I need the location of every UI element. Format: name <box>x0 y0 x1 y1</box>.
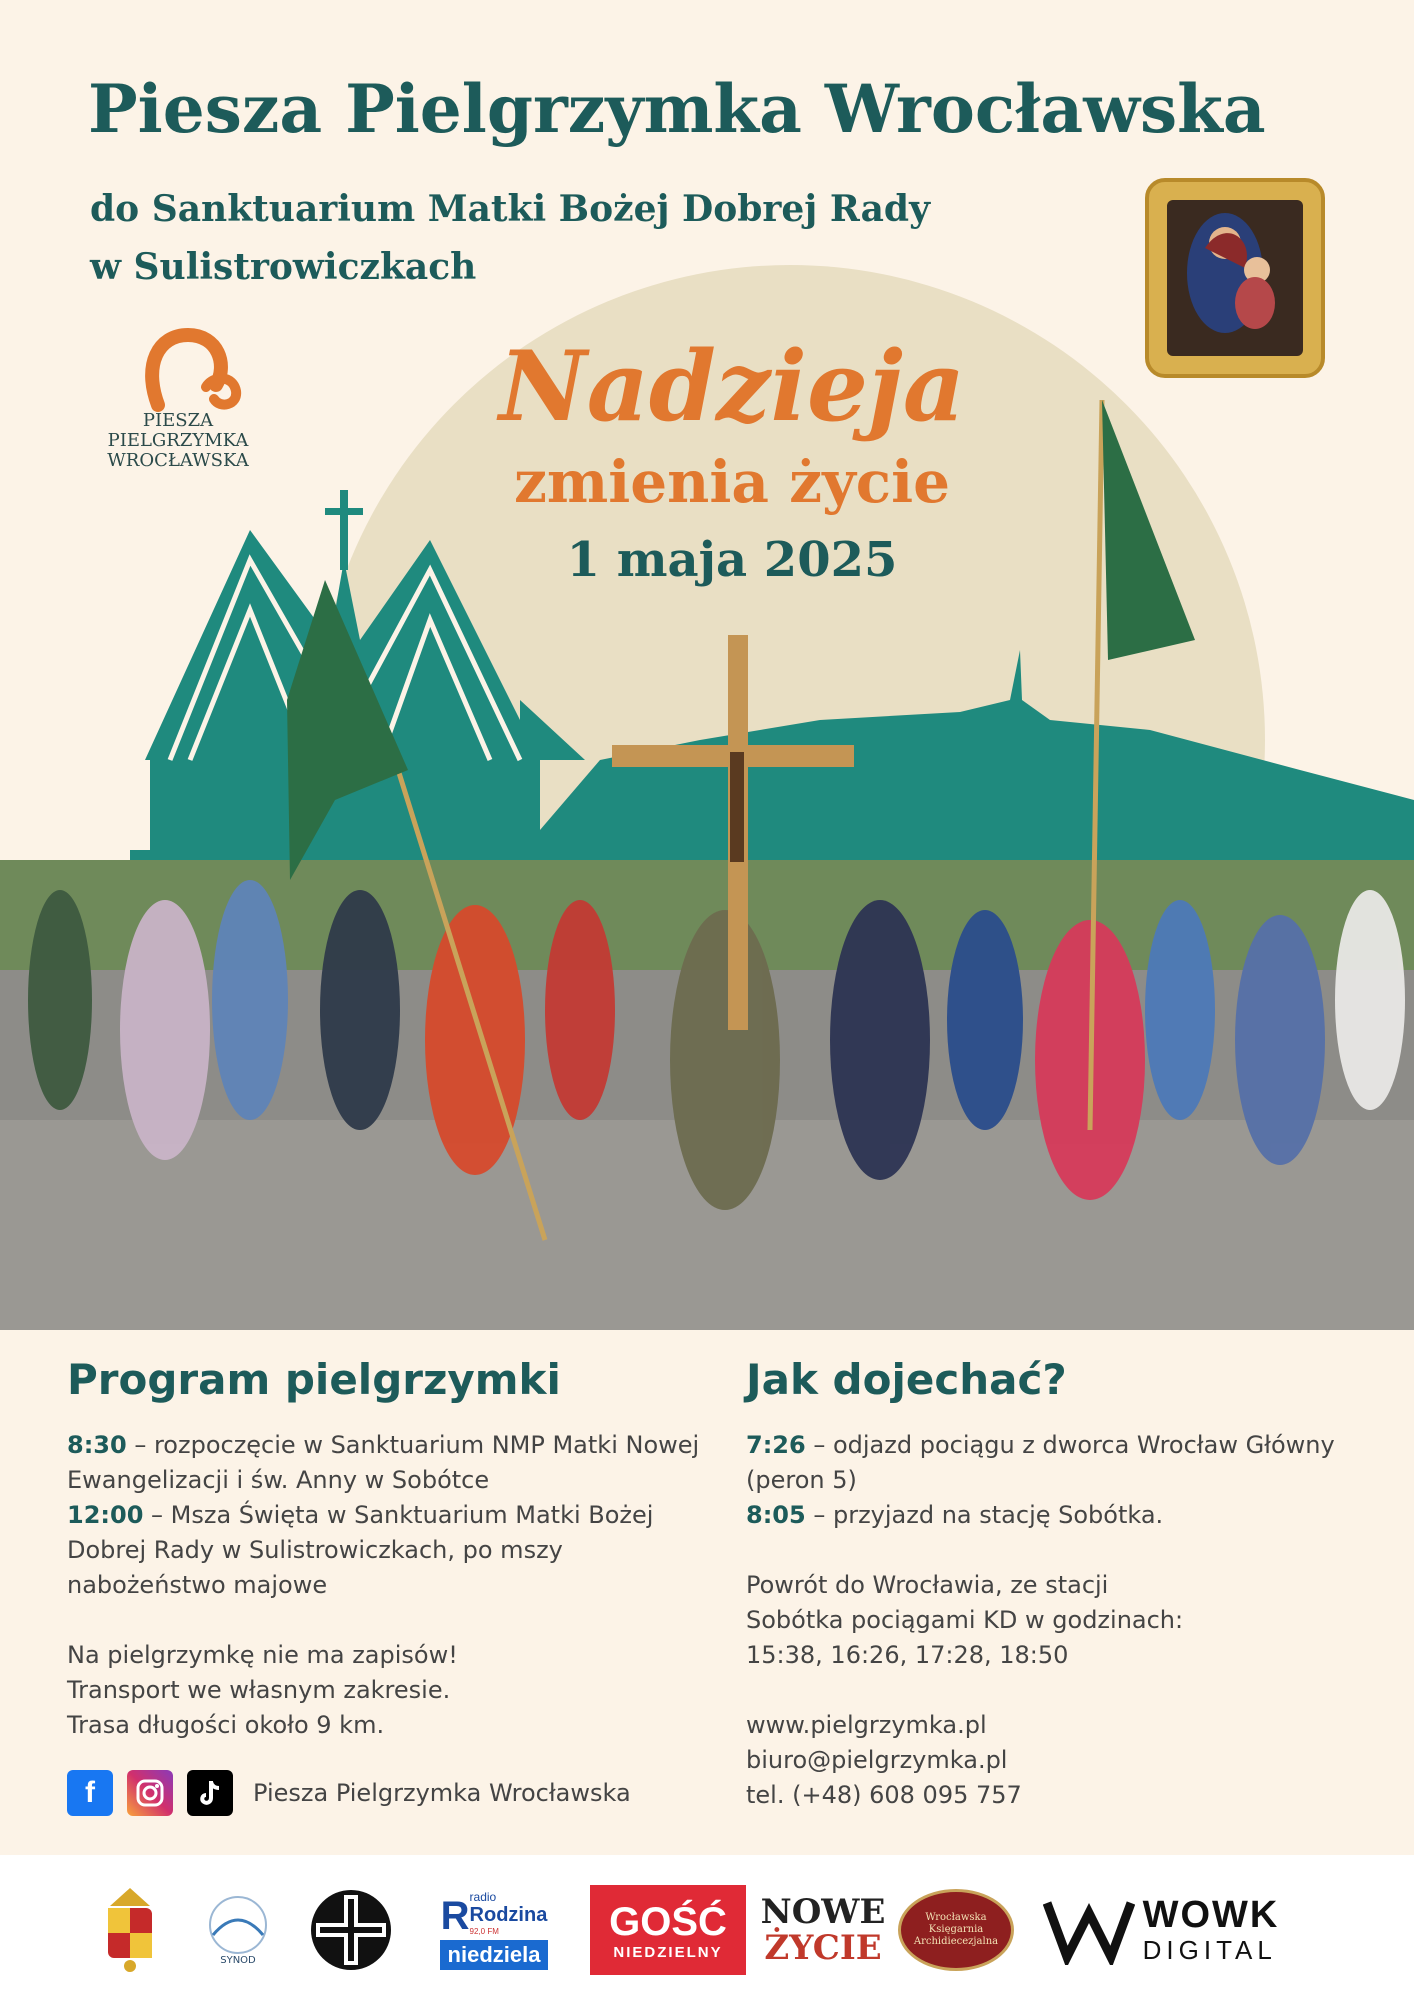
social-links <box>67 1770 631 1816</box>
radio-name-label: Rodzina <box>469 1904 548 1926</box>
archdiocese-coat-of-arms <box>98 1885 162 1975</box>
crucifix-figure <box>730 752 744 862</box>
nowe-line-2: ŻYCIE <box>764 1928 882 1968</box>
program-section <box>67 1350 707 1743</box>
travel-heading: Jak dojechać? <box>746 1355 1067 1404</box>
logo-line-2: PIELGRZYMKA <box>107 430 249 451</box>
program-item-2-time: 12:00 <box>67 1501 144 1529</box>
poster-title: Piesza Pielgrzymka Wrocławska <box>88 70 1266 148</box>
logo-line-1: PIESZA <box>142 410 214 431</box>
program-heading: Program pielgrzymki <box>67 1355 561 1404</box>
radio-rodzina-niedziela-logo <box>418 1885 570 1975</box>
website-link[interactable]: www.pielgrzymka.pl <box>746 1711 987 1739</box>
logo-line-3: WROCŁAWSKA <box>107 450 249 471</box>
synod-icon <box>193 1895 283 1955</box>
event-date: 1 maja 2025 <box>566 532 898 588</box>
nowe-zycie-logo <box>760 1885 886 1975</box>
ksiegarnia-label: Wrocławska Księgarnia Archidiecezjalna <box>898 1889 1014 1971</box>
radio-top-label: radio <box>469 1890 497 1904</box>
coat-of-arms-icon <box>100 1886 160 1974</box>
wowk-line-2: DIGITAL <box>1142 1934 1277 1965</box>
return-line-1: Powrót do Wrocławia, ze stacji <box>746 1571 1109 1599</box>
social-label: Piesza Pielgrzymka Wrocławska <box>253 1779 631 1807</box>
instagram-icon[interactable] <box>127 1770 173 1816</box>
program-item-2 <box>67 1498 707 1603</box>
program-note-3: Trasa długości około 9 km. <box>67 1711 385 1739</box>
program-item-1-time: 8:30 <box>67 1431 127 1459</box>
phone-number: tel. (+48) 608 095 757 <box>746 1781 1022 1809</box>
travel-section <box>746 1350 1366 1813</box>
travel-item-2-text: – przyjazd na stację Sobótka. <box>805 1501 1164 1529</box>
program-note-1: Na pielgrzymkę nie ma zapisów! <box>67 1641 458 1669</box>
subtitle-line-2: w Sulistrowiczkach <box>90 246 477 288</box>
wowk-mark-icon <box>1043 1895 1135 1965</box>
travel-item-2-time: 8:05 <box>746 1501 806 1529</box>
email-link[interactable]: biuro@pielgrzymka.pl <box>746 1746 1008 1774</box>
sponsors-footer <box>0 1855 1414 2000</box>
travel-item-2 <box>746 1498 1366 1533</box>
travel-item-1 <box>746 1428 1366 1498</box>
travel-item-1-time: 7:26 <box>746 1431 806 1459</box>
ksiegarnia-logo <box>896 1885 1016 1975</box>
niedziela-label: niedziela <box>440 1940 549 1970</box>
instagram-glyph <box>135 1778 165 1808</box>
program-item-1-text: – rozpoczęcie w Sanktuarium NMP Matki Nowej Ewangelizacji i św. Anny w Sobótce <box>67 1431 700 1494</box>
synod-label: SYNOD <box>220 1954 256 1966</box>
program-item-2-text: – Msza Święta w Sanktuarium Matki Bożej Dobrej Rady w Sulistrowiczkach, po mszy nabożeństwo majowe <box>67 1501 654 1599</box>
facebook-icon[interactable]: f <box>67 1770 113 1816</box>
radio-rodzina: R radio Rodzina 92,0 FM <box>440 1890 548 1938</box>
return-line-2: Sobótka pociągami KD w godzinach: <box>746 1606 1184 1634</box>
motto-nadzieja: Nadzieja <box>498 330 966 443</box>
synod-logo <box>188 1885 288 1975</box>
poster-subtitle <box>90 180 930 296</box>
wowk-line-1: WOWK <box>1142 1893 1280 1936</box>
wowk-digital-logo <box>1036 1885 1286 1975</box>
motto-zmienia-zycie: zmienia życie <box>513 448 951 516</box>
cross-emblem-icon <box>308 1887 394 1973</box>
travel-item-1-text: – odjazd pociągu z dworca Wrocław Główny (peron 5) <box>746 1431 1335 1494</box>
subtitle-line-1: do Sanktuarium Matki Bożej Dobrej Rady <box>90 188 931 230</box>
gosc-niedzielny-logo <box>590 1885 746 1975</box>
tiktok-glyph <box>196 1778 224 1808</box>
program-item-1 <box>67 1428 707 1498</box>
gosc-line-1: GOŚĆ <box>609 1899 727 1944</box>
gosc-line-2: NIEDZIELNY <box>613 1943 723 1961</box>
cross-emblem-logo <box>306 1885 396 1975</box>
return-times: 15:38, 16:26, 17:28, 18:50 <box>746 1641 1069 1669</box>
program-note-2: Transport we własnym zakresie. <box>67 1676 451 1704</box>
tiktok-icon[interactable] <box>187 1770 233 1816</box>
radio-freq-label: 92,0 FM <box>469 1927 499 1936</box>
nowe-line-1: NOWE <box>760 1892 886 1932</box>
